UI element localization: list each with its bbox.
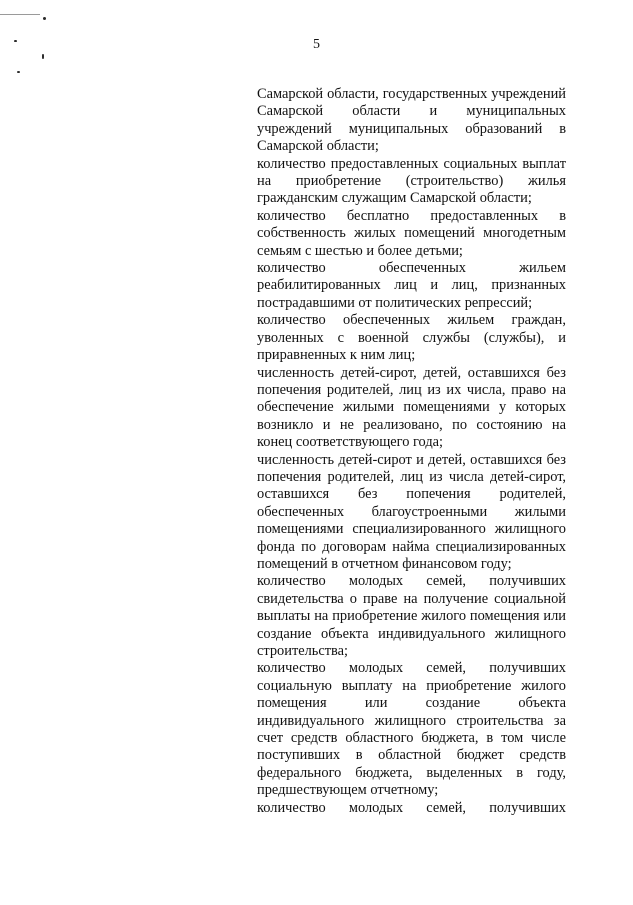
- scan-artifact-rule: [0, 14, 40, 15]
- document-body: [257, 86, 566, 817]
- paragraph: количество молодых семей, получивших: [257, 799, 566, 816]
- paragraph: количество обеспеченных жильем реабилитированных лиц и лиц, признанных пострадавшими от политических репрессий;: [257, 260, 566, 311]
- paragraph: Самарской области, государственных учреждений Самарской области и муниципальных учреждений муниципальных образований в Самарской области;: [257, 86, 566, 155]
- paragraph: количество молодых семей, получивших социальную выплату на приобретение жилого помещения или создание объекта индивидуального жилищного строительства за счет средств областного бюджета, в том числе поступивших в областной бюджет средств федерального бюджета, выделенных в году, предшествующем отчетному;: [257, 660, 566, 799]
- scan-artifact-dot: [42, 54, 44, 59]
- paragraph: количество обеспеченных жильем граждан, уволенных с военной службы (службы), и приравненных к ним лиц;: [257, 312, 566, 364]
- page-number: 5: [313, 37, 320, 52]
- paragraph: численность детей-сирот, детей, оставшихся без попечения родителей, лиц из их числа, право на обеспечение жилыми помещениями у которых возникло и не реализовано, по состоянию на конец соответствующего года;: [257, 364, 566, 451]
- scan-artifact-dot: [43, 17, 46, 20]
- paragraph: количество бесплатно предоставленных в собственность жилых помещений многодетным семьям с шестью и более детьми;: [257, 207, 566, 259]
- paragraph: количество молодых семей, получивших свидетельства о праве на получение социальной выплаты на приобретение жилого помещения или создание объекта индивидуального жилищного строительства;: [257, 573, 566, 659]
- paragraph: количество предоставленных социальных выплат на приобретение (строительство) жилья гражданским служащим Самарской области;: [257, 155, 566, 207]
- scan-artifact-dot: [17, 71, 20, 73]
- paragraph: численность детей-сирот и детей, оставшихся без попечения родителей, лиц из числа детей-сирот, оставшихся без попечения родителей, обеспеченных благоустроенными жилыми помещениями специализированного жилищного фонда по договорам найма специализированных помещений в отчетном финансовом году;: [257, 451, 566, 572]
